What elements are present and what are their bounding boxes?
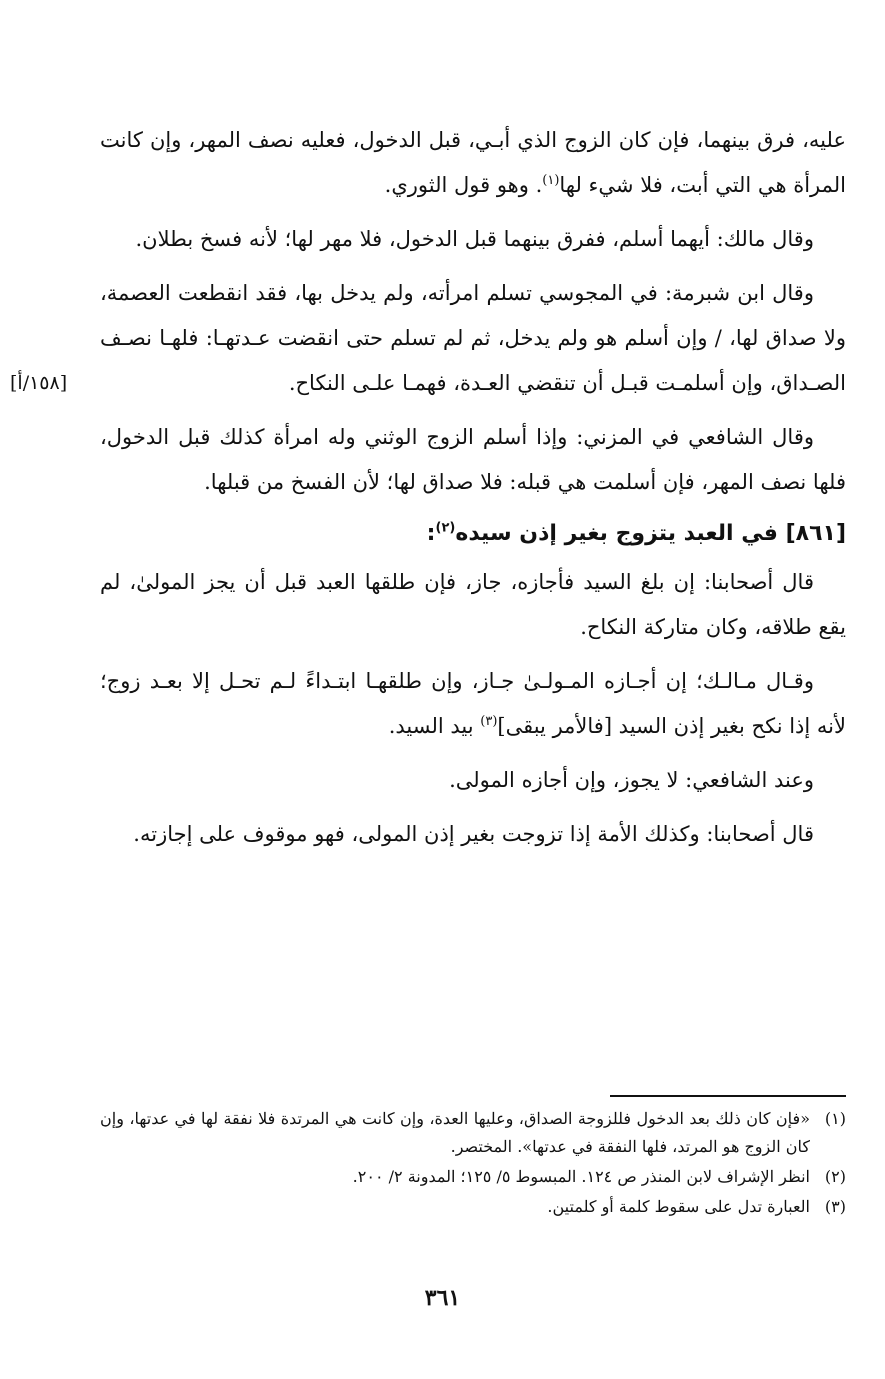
paragraph xyxy=(100,659,846,749)
paragraph-text: عليه، فرق بينهما، فإن كان الزوج الذي أبـي، قبل الدخول، فعليه نصف المهر، وإن كانت المرأة هي التي أبت، فلا شيء لها xyxy=(100,128,846,197)
section-heading-text: : xyxy=(426,521,436,546)
paragraph: وقال مالك: أيهما أسلم، ففرق بينهما قبل الدخول، فلا مهر لها؛ لأنه فسخ بطلان. xyxy=(135,227,814,251)
footnote-divider xyxy=(610,1095,846,1097)
footnote-reference[interactable]: (١) xyxy=(542,173,560,188)
footnote-text: انظر الإشراف لابن المنذر ص ١٢٤. المبسوط ٥/ ١٢٥؛ المدونة ٢/ ٢٠٠. xyxy=(352,1167,810,1186)
footnote-number: (١) xyxy=(824,1109,846,1128)
paragraph: وقال ابن شبرمة: في المجوسي تسلم امرأته، ولم يدخل بها، فقد انقطعت العصمة، ولا صداق لها، / وإن أسلم هو ولم يدخل، ثم لم تسلم حتى انقضت عـدتهـا: فلهـا نصـف الصـداق، وإن أسلمـت قبـل أن تنقضي العـدة، فهمـا علـى النكاح. xyxy=(100,281,846,395)
paragraph xyxy=(100,118,846,208)
footnote-text: «فإن كان ذلك بعد الدخول فللزوجة الصداق، وعليها العدة، وإن كانت هي المرتدة فلا نفقة لها في عدتها، وإن كان الزوج هو المرتد، فلها النفقة في عدتها». المختصر. xyxy=(100,1109,810,1156)
section-heading xyxy=(100,514,846,554)
footnotes xyxy=(100,1105,846,1223)
footnote-item xyxy=(100,1105,846,1161)
paragraph-text: بيد السيد. xyxy=(388,714,481,738)
footnote-item xyxy=(100,1163,846,1191)
footnote-reference[interactable]: (٣) xyxy=(480,714,498,729)
paragraph-text: . وهو قول الثوري. xyxy=(384,173,543,197)
footnote-item xyxy=(100,1193,846,1221)
manuscript-folio-marker: [١٥٨/أ] xyxy=(10,372,68,394)
footnote-number: (٢) xyxy=(824,1167,846,1186)
paragraph-text: وقـال مـالـك؛ إن أجـازه المـولـىٰ جـاز، وإن طلقهـا ابتـداءً لـم تحـل إلا بعـد زوج؛ لأنه إذا نكح بغير إذن السيد [فالأمر يبقى] xyxy=(100,669,846,738)
paragraph: وعند الشافعي: لا يجوز، وإن أجازه المولى. xyxy=(449,768,814,792)
footnote-text: العبارة تدل على سقوط كلمة أو كلمتين. xyxy=(547,1197,810,1216)
footnote-number: (٣) xyxy=(824,1197,846,1216)
paragraph: قال أصحابنا: إن بلغ السيد فأجازه، جاز، فإن طلقها العبد قبل أن يجز المولىٰ، لم يقع طلاقه، وكان متاركة النكاح. xyxy=(100,570,846,639)
page-number: ٣٦١ xyxy=(424,1285,461,1311)
footnote-reference[interactable]: (٢) xyxy=(435,520,456,536)
paragraph: قال أصحابنا: وكذلك الأمة إذا تزوجت بغير إذن المولى، فهو موقوف على إجازته. xyxy=(133,822,814,846)
section-heading-text: [٨٦١] في العبد يتزوج بغير إذن سيده xyxy=(455,521,846,546)
main-text xyxy=(100,118,846,866)
paragraph: وقال الشافعي في المزني: وإذا أسلم الزوج الوثني وله امرأة كذلك قبل الدخول، فلها نصف المهر، فإن أسلمت هي قبله: فلا صداق لها؛ لأن الفسخ من قبلها. xyxy=(100,425,846,494)
